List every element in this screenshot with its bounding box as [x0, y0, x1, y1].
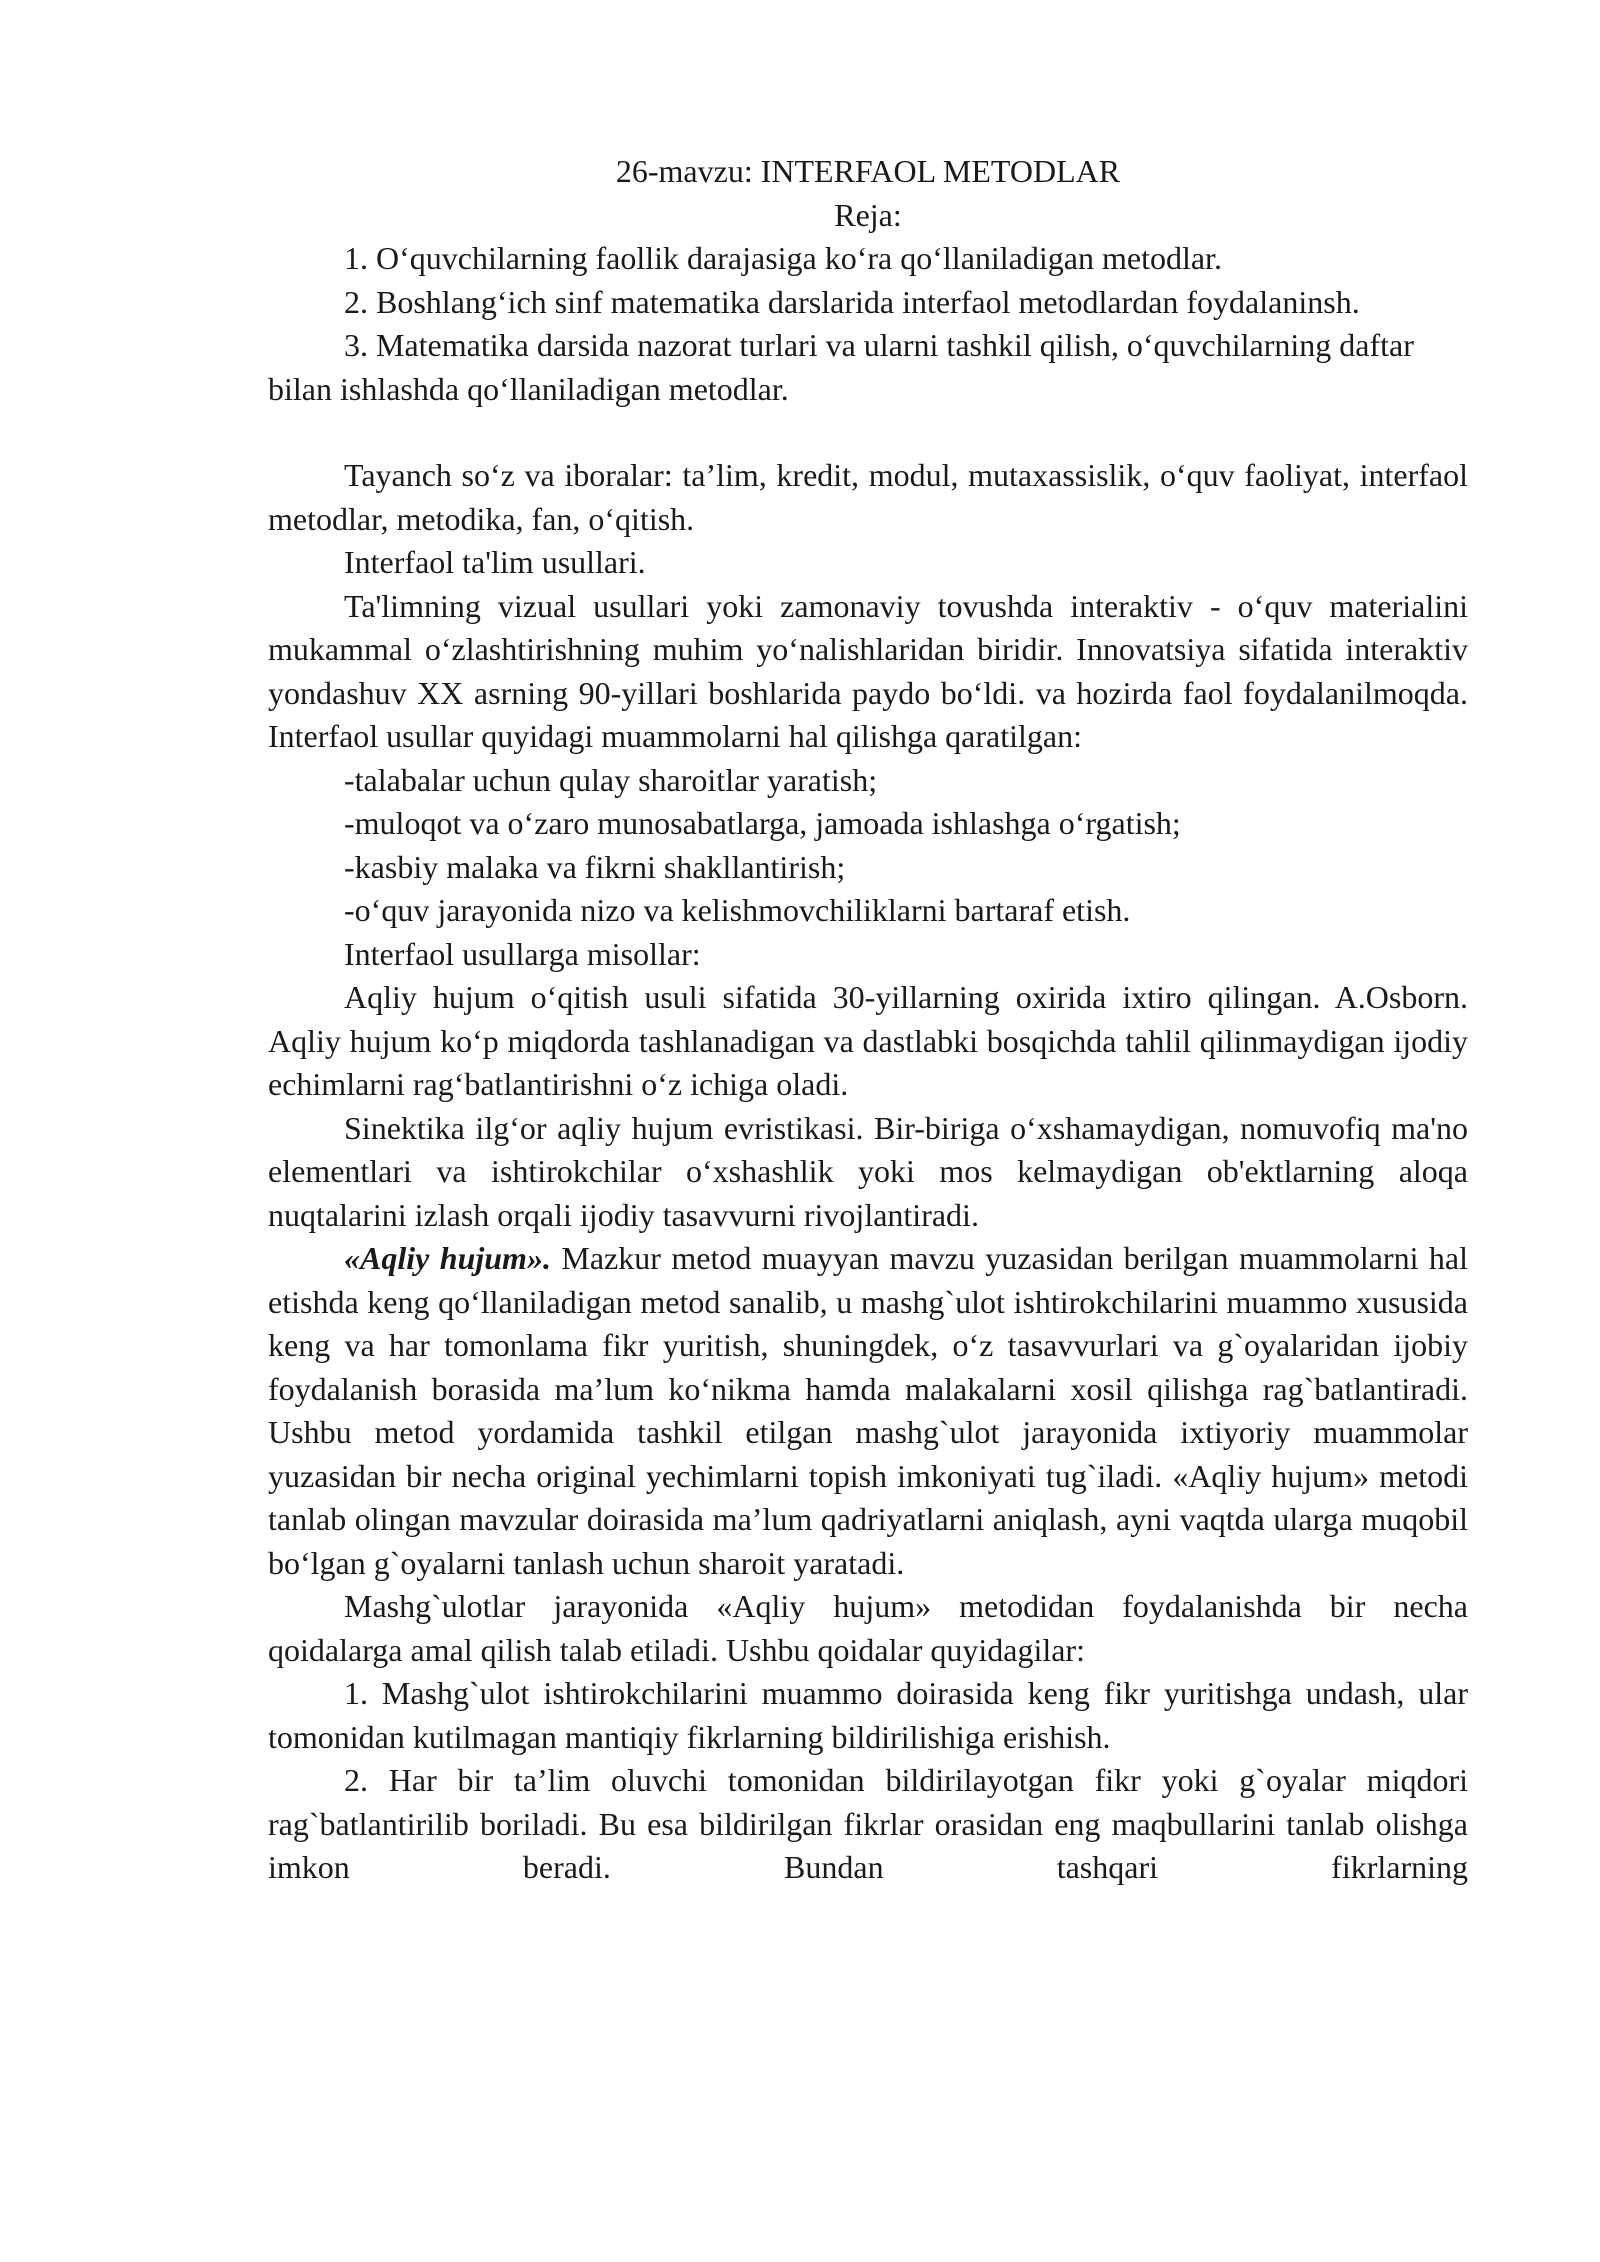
plan-item-1: 1. O‘quvchilarning faollik darajasiga ko‘ra qo‘llaniladigan metodlar. [344, 240, 1222, 276]
goal-item-2: -muloqot va o‘zaro munosabatlarga, jamoada ishlashga o‘rgatish; [344, 805, 1181, 841]
intro-paragraph: Ta'limning vizual usullari yoki zamonaviy tovushda interaktiv - o‘quv materialini mukammal o‘zlashtirishning muhim yo‘nalishlaridan biridir. Innovatsiya sifatida interaktiv yondashuv XX asrning 90-yillari boshlarida paydo bo‘ldi. va hozirda faol foydalanilmoqda. Interfaol usullar quyidagi muammolarni hal qilishga qaratilgan: [268, 587, 1468, 754]
plan-item-3: 3. Matematika darsida nazorat turlari va ularni tashkil qilish, o‘quvchilarning daftar bilan ishlashda qo‘llaniladigan metodlar. [268, 327, 1414, 407]
method-paragraph [268, 1237, 1468, 1585]
method-name: «Aqliy hujum». [344, 1240, 551, 1276]
goal-item-1: -talabalar uchun qulay sharoitlar yaratish; [344, 761, 878, 798]
rule-item-2: 2. Har bir ta’lim oluvchi tomonidan bildirilayotgan fikr yoki g`oyalar miqdori rag`batlantirilib boriladi. Bu esa bildirilgan fikrlar orasidan eng maqbullarini tanlab olishga imkon beradi. Bundan tashqari fikrlarning [268, 1762, 1468, 1885]
plan-item-2: 2. Boshlang‘ich sinf matematika darslarida interfaol metodlardan foydalaninsh. [344, 283, 1360, 320]
spacer [268, 411, 1468, 454]
document-page [268, 150, 1468, 1890]
rules-intro-paragraph: Mashg`ulotlar jarayonida «Aqliy hujum» metodidan foydalanishda bir necha qoidalarga amal qilish talab etiladi. Ushbu qoidalar quyidagilar: [268, 1588, 1468, 1668]
document-title: 26-mavzu: INTERFAOL METODLAR [615, 153, 1121, 189]
goal-item-4: -o‘quv jarayonida nizo va kelishmovchiliklarni bartaraf etish. [344, 892, 1131, 928]
synectics-paragraph: Sinektika ilg‘or aqliy hujum evristikasi. Bir-biriga o‘xshamaydigan, nomuvofiq ma'no elementlari va ishtirokchilar o‘xshashlik yoki mos kelmaydigan ob'ektlarning aloqa nuqtalarini izlash orqali ijodiy tasavvurni rivojlantiradi. [268, 1109, 1468, 1233]
plan-heading: Reja: [834, 196, 902, 233]
rule-item-1: 1. Mashg`ulot ishtirokchilarini muammo doirasida keng fikr yuritishga undash, ular tomonidan kutilmagan mantiqiy fikrlarning bildirilishiga erishish. [268, 1675, 1468, 1755]
method-text: Mazkur metod muayyan mavzu yuzasidan berilgan muammolarni hal etishda keng qo‘llaniladigan metod sanalib, u mashg`ulot ishtirokchilarini muammo xususida keng va har tomonlama fikr yuritish, shuningdek, o‘z tasavvurlari va g`oyalaridan ijobiy foydalanish borasida ma’lum ko‘nikma hamda malakalarni xosil qilishga rag`batlantiradi. Ushbu metod yordamida tashkil etilgan mashg`ulot jarayonida ixtiyoriy muammolar yuzasidan bir necha original yechimlarni topish imkoniyati tug`iladi. «Aqliy hujum» metodi tanlab olingan mavzular doirasida ma’lum qadriyatlarni aniqlash, ayni vaqtda ularga muqobil bo‘lgan g`oyalarni tanlash uchun sharoit yaratadi. [268, 1240, 1469, 1581]
brainstorm-paragraph: Aqliy hujum o‘qitish usuli sifatida 30-yillarning oxirida ixtiro qilingan. A.Osborn. Aqliy hujum ko‘p miqdorda tashlanadigan va dastlabki bosqichda tahlil qilinmaydigan ijodiy echimlarni rag‘batlantirishni o‘z ichiga oladi. [268, 979, 1468, 1102]
section-heading: Interfaol ta'lim usullari. [344, 544, 646, 580]
keywords-paragraph: Tayanch so‘z va iboralar: ta’lim, kredit, modul, mutaxassislik, o‘quv faoliyat, interfaol metodlar, metodika, fan, o‘qitish. [268, 457, 1468, 537]
examples-heading: Interfaol usullarga misollar: [344, 935, 701, 972]
goal-item-3: -kasbiy malaka va fikrni shakllantirish; [344, 848, 846, 885]
